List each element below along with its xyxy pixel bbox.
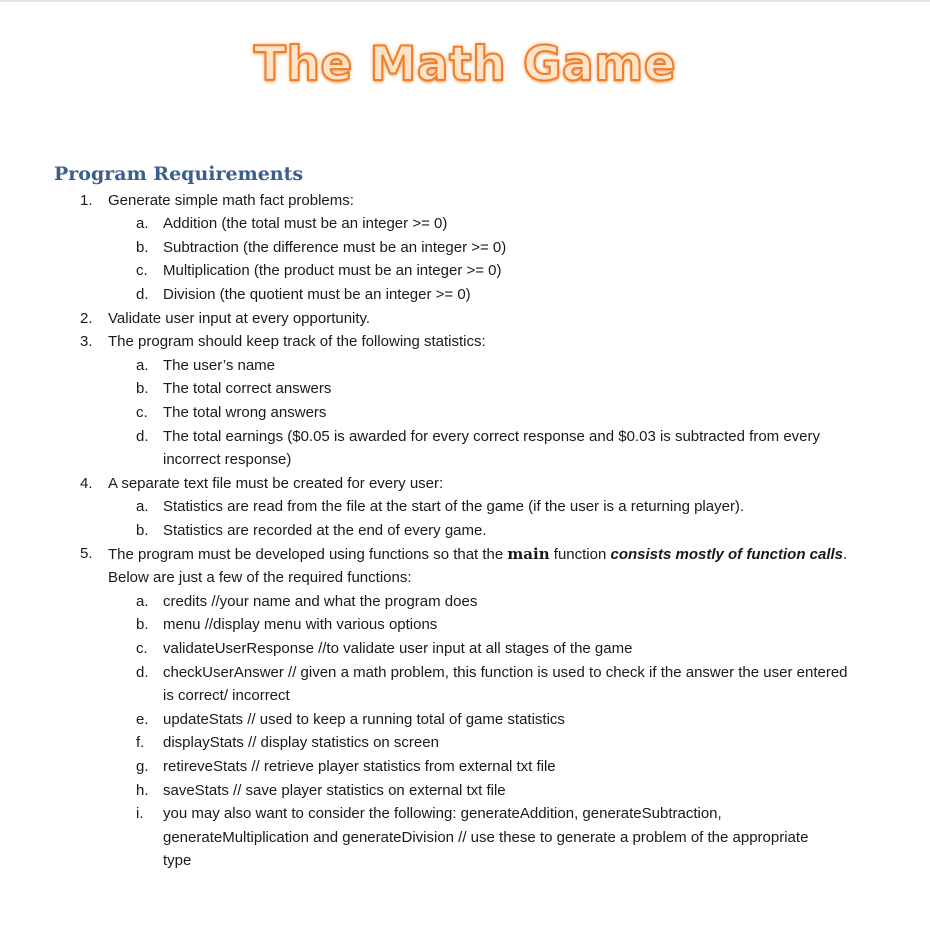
sub-list-text: The user’s name — [163, 357, 276, 374]
sub-list-text-continued: is correct/ incorrect — [163, 687, 290, 704]
sub-list-letter: h. — [136, 782, 149, 799]
list-number: 4. — [80, 475, 93, 492]
sub-list-text-continued: generateMultiplication and generateDivision // use these to generate a problem of the appropriate — [163, 829, 809, 846]
sub-list-text: retireveStats // retrieve player statistics from external txt file — [163, 758, 556, 775]
list-text: Generate simple math fact problems: — [108, 192, 354, 209]
sub-list-text: Subtraction (the difference must be an integer >= 0) — [163, 239, 507, 256]
sub-list-text: credits //your name and what the program does — [163, 593, 478, 610]
main-keyword: main — [507, 545, 550, 563]
list-text: A separate text file must be created for every user: — [108, 475, 444, 492]
sub-list-letter: c. — [136, 262, 148, 279]
list-text — [108, 543, 847, 566]
emphasis-text: consists mostly of function calls — [610, 546, 844, 563]
sub-list-letter: f. — [136, 734, 145, 751]
sub-list-text: menu //display menu with various options — [163, 616, 438, 633]
page-title: The Math Game — [253, 37, 677, 92]
sub-list-letter: d. — [136, 286, 149, 303]
sub-list-text: updateStats // used to keep a running total of game statistics — [163, 711, 565, 728]
sub-list-letter: a. — [136, 593, 149, 610]
sub-list-letter: a. — [136, 498, 149, 515]
sub-list-letter: c. — [136, 640, 148, 657]
sub-list-letter: b. — [136, 239, 149, 256]
sub-list-text: Statistics are read from the file at the start of the game (if the user is a returning player). — [163, 498, 745, 515]
sub-list-text: you may also want to consider the following: generateAddition, generateSubtraction, — [163, 805, 722, 822]
sub-list-text: validateUserResponse //to validate user input at all stages of the game — [163, 640, 633, 657]
sub-list-letter: i. — [136, 805, 144, 822]
section-heading: Program Requirements — [54, 163, 304, 185]
sub-list-letter: d. — [136, 428, 149, 445]
sub-list-text-continued: incorrect response) — [163, 451, 292, 468]
top-border — [0, 0, 930, 2]
list-text: The program should keep track of the following statistics: — [108, 333, 486, 350]
sub-list-letter: b. — [136, 380, 149, 397]
sub-list-letter: b. — [136, 522, 149, 539]
sub-list-text: checkUserAnswer // given a math problem, this function is used to check if the answer the user entered — [163, 664, 848, 681]
list-number: 2. — [80, 310, 93, 327]
sub-list-letter: a. — [136, 215, 149, 232]
list-text: Validate user input at every opportunity. — [108, 310, 371, 327]
list-number: 3. — [80, 333, 93, 350]
sub-list-text: saveStats // save player statistics on external txt file — [163, 782, 506, 799]
sub-list-letter: a. — [136, 357, 149, 374]
sub-list-text: Addition (the total must be an integer >= 0) — [163, 215, 448, 232]
sub-list-letter: g. — [136, 758, 149, 775]
sub-list-text: The total correct answers — [163, 380, 332, 397]
list-text-part: The program must be developed using functions so that the — [108, 546, 508, 563]
list-number: 5. — [80, 545, 93, 562]
sub-list-text: Multiplication (the product must be an integer >= 0) — [163, 262, 502, 279]
sub-list-letter: c. — [136, 404, 148, 421]
list-text-continued: Below are just a few of the required functions: — [108, 569, 412, 586]
sub-list-text: The total earnings ($0.05 is awarded for every correct response and $0.03 is subtracted from every — [163, 428, 821, 445]
sub-list-letter: d. — [136, 664, 149, 681]
sub-list-text: Statistics are recorded at the end of every game. — [163, 522, 487, 539]
list-text-part: function — [549, 546, 611, 563]
sub-list-text-continued: type — [163, 852, 192, 869]
list-number: 1. — [80, 192, 93, 209]
sub-list-text: Division (the quotient must be an integer >= 0) — [163, 286, 471, 303]
sub-list-letter: b. — [136, 616, 149, 633]
sub-list-letter: e. — [136, 711, 149, 728]
list-text-part: . — [843, 546, 848, 563]
sub-list-text: The total wrong answers — [163, 404, 327, 421]
sub-list-text: displayStats // display statistics on screen — [163, 734, 439, 751]
